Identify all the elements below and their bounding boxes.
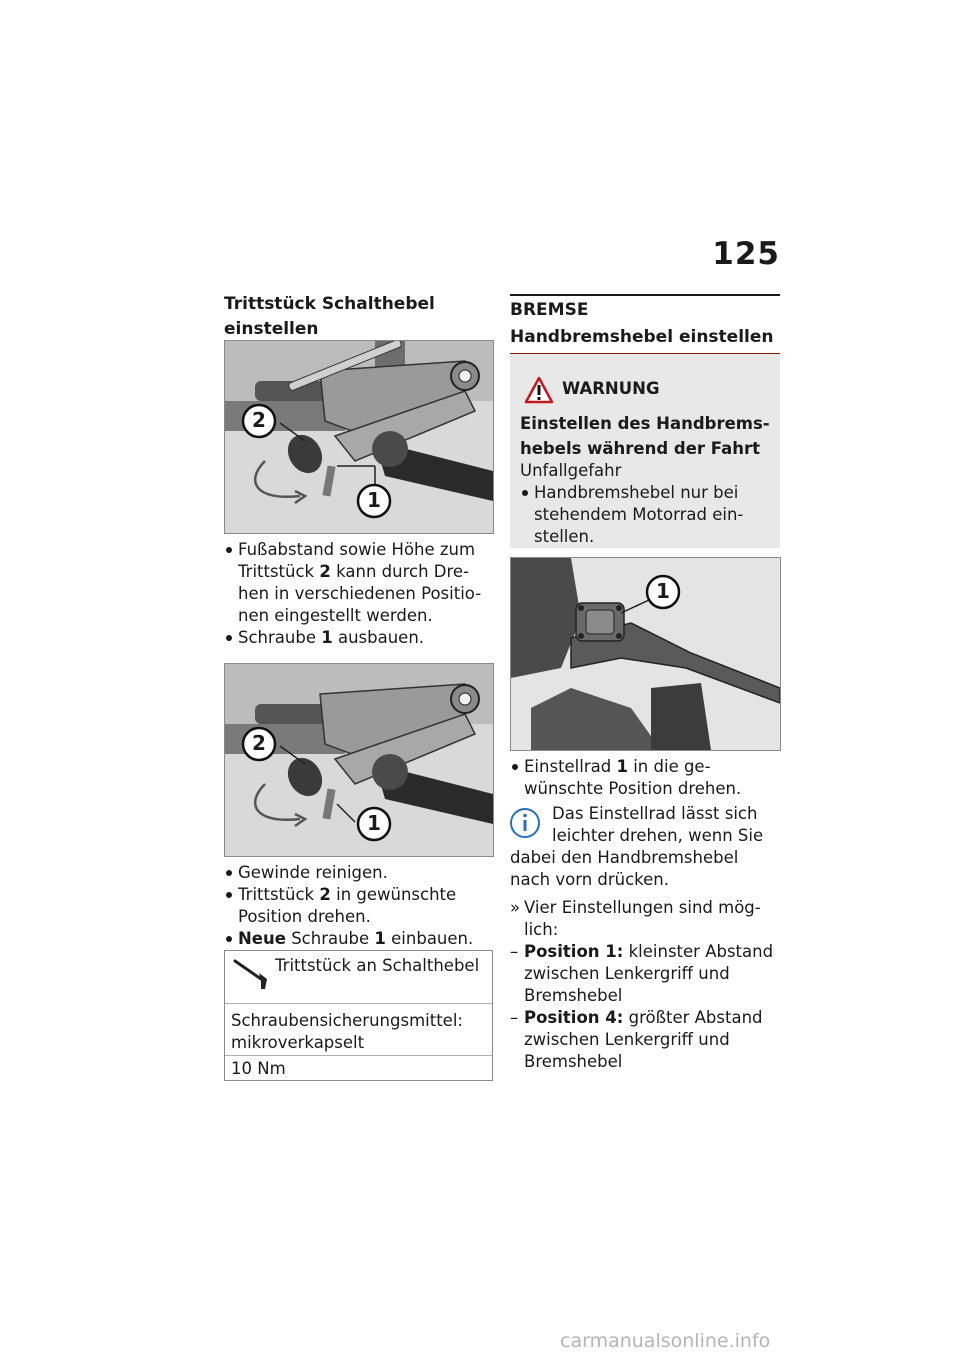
text: Schraube <box>238 628 316 647</box>
text: in gewünschte <box>336 885 457 904</box>
warning-label: WARNUNG <box>562 379 660 398</box>
text: hebels während der Fahrt <box>520 439 761 458</box>
text: Position drehen. <box>238 907 371 926</box>
heading-line-2: einstellen <box>224 319 319 339</box>
list-item <box>224 862 494 884</box>
list-item <box>224 928 494 950</box>
instruction-list-b <box>224 862 494 950</box>
warning-instruction <box>520 482 778 548</box>
watermark: carmanualsonline.info <box>560 1330 771 1352</box>
text: dabei den Handbremshebel <box>510 848 739 867</box>
list-item <box>224 539 494 627</box>
result-marker: » <box>510 898 521 917</box>
instruction-list-a <box>224 539 494 649</box>
ref-number: 2 <box>319 562 331 581</box>
text: Gewinde reinigen. <box>238 863 388 882</box>
section-heading-shift-lever <box>224 292 494 342</box>
text: Trittstück <box>238 562 315 581</box>
text: stehendem Motorrad ein- <box>534 505 744 524</box>
dash-marker: – <box>510 942 519 961</box>
torque-wrench-icon <box>231 955 273 993</box>
list-item <box>224 884 494 928</box>
text: zwischen Lenkergriff und <box>524 964 730 983</box>
instruction-list-c <box>510 756 780 800</box>
text: wünschte Position drehen. <box>524 779 742 798</box>
text: nen eingestellt werden. <box>238 606 433 625</box>
table-row <box>225 1003 492 1053</box>
shift-lever-illustration <box>225 664 493 856</box>
result-item <box>510 897 780 941</box>
position-label: Position 4: <box>524 1008 624 1027</box>
text: einbauen. <box>391 929 474 948</box>
subsection-title: Handbremshebel einstellen <box>510 327 774 347</box>
result-block <box>510 897 780 1073</box>
text: Vier Einstellungen sind mög- <box>524 898 761 917</box>
position-item <box>510 941 780 1007</box>
list-item <box>510 756 780 800</box>
heading-line-1: Trittstück Schalthebel <box>224 294 435 314</box>
note-text <box>510 803 780 891</box>
text: leichter drehen, wenn Sie <box>552 826 764 845</box>
text: Trittstück <box>238 885 315 904</box>
position-item <box>510 1007 780 1073</box>
section-title-brake: BREMSE <box>510 300 589 320</box>
table-cell: mikroverkapselt <box>231 1033 365 1052</box>
list-item <box>224 627 494 649</box>
text: Bremshebel <box>524 1052 623 1071</box>
ref-number: 1 <box>374 929 386 948</box>
warning-title <box>520 411 778 461</box>
text: Einstellrad <box>524 757 612 776</box>
warning-triangle-icon <box>524 376 554 404</box>
brake-lever-figure <box>510 557 781 751</box>
table-row <box>225 1055 492 1079</box>
text: Einstellen des Handbrems- <box>520 414 770 433</box>
shift-lever-figure-1 <box>224 340 494 534</box>
text: Fußabstand sowie Höhe zum <box>238 540 476 559</box>
ref-number: 1 <box>321 628 333 647</box>
section-rule <box>510 294 780 296</box>
shift-lever-figure-2 <box>224 663 494 857</box>
callout-label-1: 1 <box>367 488 381 512</box>
dash-marker: – <box>510 1008 519 1027</box>
text: größter Abstand <box>628 1008 763 1027</box>
ref-number: 2 <box>319 885 331 904</box>
text: kleinster Abstand <box>628 942 774 961</box>
warning-box <box>510 353 780 548</box>
torque-spec-table <box>224 950 493 1081</box>
table-cell: Schraubensicherungsmittel: <box>231 1011 463 1030</box>
text: in die ge- <box>633 757 711 776</box>
text: kann durch Dre- <box>336 562 470 581</box>
emphasis: Neue <box>238 929 286 948</box>
text: Das Einstellrad lässt sich <box>552 804 758 823</box>
text: nach vorn drücken. <box>510 870 670 889</box>
brake-lever-illustration <box>511 558 780 750</box>
text: Bremshebel <box>524 986 623 1005</box>
callout-label-1: 1 <box>367 811 381 835</box>
table-cell: 10 Nm <box>231 1059 286 1078</box>
text: stellen. <box>534 527 595 546</box>
text: zwischen Lenkergriff und <box>524 1030 730 1049</box>
text: hen in verschiedenen Positio- <box>238 584 482 603</box>
position-label: Position 1: <box>524 942 624 961</box>
callout-label-2: 2 <box>252 408 266 432</box>
ref-number: 1 <box>616 757 628 776</box>
page-number: 125 <box>712 236 780 272</box>
text: Handbremshebel nur bei <box>534 483 739 502</box>
warning-hazard: Unfallgefahr <box>520 461 622 480</box>
text: ausbauen. <box>337 628 425 647</box>
text: Schraube <box>291 929 370 948</box>
shift-lever-illustration <box>225 341 493 533</box>
table-title: Trittstück an Schalthebel <box>275 956 480 975</box>
text: lich: <box>524 920 559 939</box>
callout-label-2: 2 <box>252 731 266 755</box>
list-item <box>520 482 778 548</box>
callout-label-1: 1 <box>656 579 670 603</box>
